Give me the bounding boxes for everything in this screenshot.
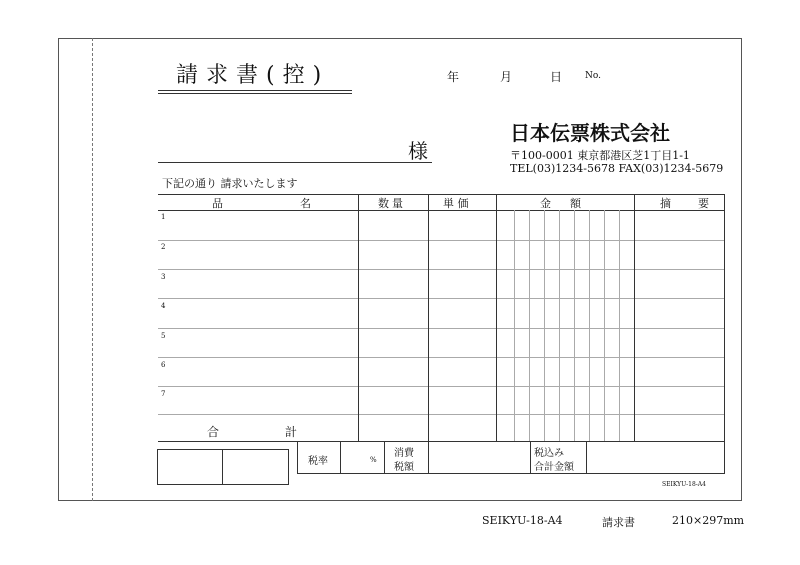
row-number: 6 (161, 361, 166, 369)
row-number: 2 (161, 243, 166, 251)
tax-divider (586, 441, 587, 474)
digit-guide (559, 210, 560, 441)
tax-divider (340, 441, 341, 474)
title-underline (158, 90, 352, 91)
recipient-line (158, 162, 432, 163)
consumption-tax-label-1: 消費 (394, 448, 414, 459)
row-number: 5 (161, 332, 166, 340)
date-day-label: 日 (550, 70, 563, 84)
row-divider (158, 328, 724, 329)
header-item-b: 名 (300, 197, 311, 210)
total-label-b: 計 (285, 425, 298, 439)
tax-row (297, 441, 725, 474)
invoice-note: 下記の通り 請求いたします (162, 177, 298, 190)
table-right-border (724, 194, 725, 474)
date-year-label: 年 (447, 70, 460, 84)
company-tel-fax: TEL(03)1234-5678 FAX(03)1234-5679 (510, 162, 724, 175)
table-top-border (158, 194, 724, 195)
company-name: 日本伝票株式会社 (510, 121, 670, 145)
tax-included-label-2: 合計金額 (534, 462, 574, 473)
document-number-label: No. (585, 71, 601, 81)
digit-guide (574, 210, 575, 441)
tax-divider (530, 441, 531, 474)
header-item-a: 品 (212, 197, 223, 210)
row-divider (158, 269, 724, 270)
digit-guide (589, 210, 590, 441)
header-quantity: 数量 (378, 197, 406, 210)
row-divider (158, 240, 724, 241)
row-number: 7 (161, 390, 166, 398)
footer-size: 210×297mm (672, 514, 745, 527)
binding-perforation-line (92, 38, 93, 501)
stamp-box-divider (222, 449, 223, 485)
tax-included-label-1: 税込み (534, 448, 564, 459)
total-label-a: 合 (207, 425, 220, 439)
header-amount-a: 金 (540, 197, 551, 210)
row-number: 4 (161, 302, 166, 310)
company-address: 〒100-0001 東京都港区芝1丁目1-1 (510, 149, 690, 162)
tax-rate-label: 税率 (308, 456, 328, 467)
header-amount-b: 額 (570, 197, 581, 210)
header-remarks-b: 要 (698, 197, 709, 210)
row-divider (158, 357, 724, 358)
tax-divider (428, 441, 429, 474)
column-divider (428, 194, 429, 441)
digit-guide (514, 210, 515, 441)
row-divider (158, 298, 724, 299)
row-number: 1 (161, 213, 166, 221)
footer-code: SEIKYU-18-A4 (482, 514, 563, 527)
tax-divider (384, 441, 385, 474)
header-remarks-a: 摘 (660, 197, 671, 210)
recipient-suffix: 様 (408, 139, 428, 163)
consumption-tax-label-2: 税額 (394, 462, 414, 473)
row-number: 3 (161, 273, 166, 281)
digit-guide (544, 210, 545, 441)
column-divider (496, 194, 497, 441)
form-title: 請求書(控) (176, 63, 330, 88)
row-divider (158, 386, 724, 387)
percent-sign: % (370, 456, 377, 464)
header-unit-price: 単 価 (443, 197, 469, 210)
stamp-box (157, 449, 289, 485)
digit-guide (619, 210, 620, 441)
column-divider (634, 194, 635, 441)
table-header-border (158, 210, 724, 211)
digit-guide (529, 210, 530, 441)
date-month-label: 月 (500, 70, 513, 84)
footer-name: 請求書 (602, 516, 635, 529)
row-divider (158, 414, 724, 415)
form-product-code: SEIKYU-18-A4 (662, 481, 706, 488)
title-underline-double (158, 93, 352, 94)
column-divider (358, 194, 359, 441)
digit-guide (604, 210, 605, 441)
